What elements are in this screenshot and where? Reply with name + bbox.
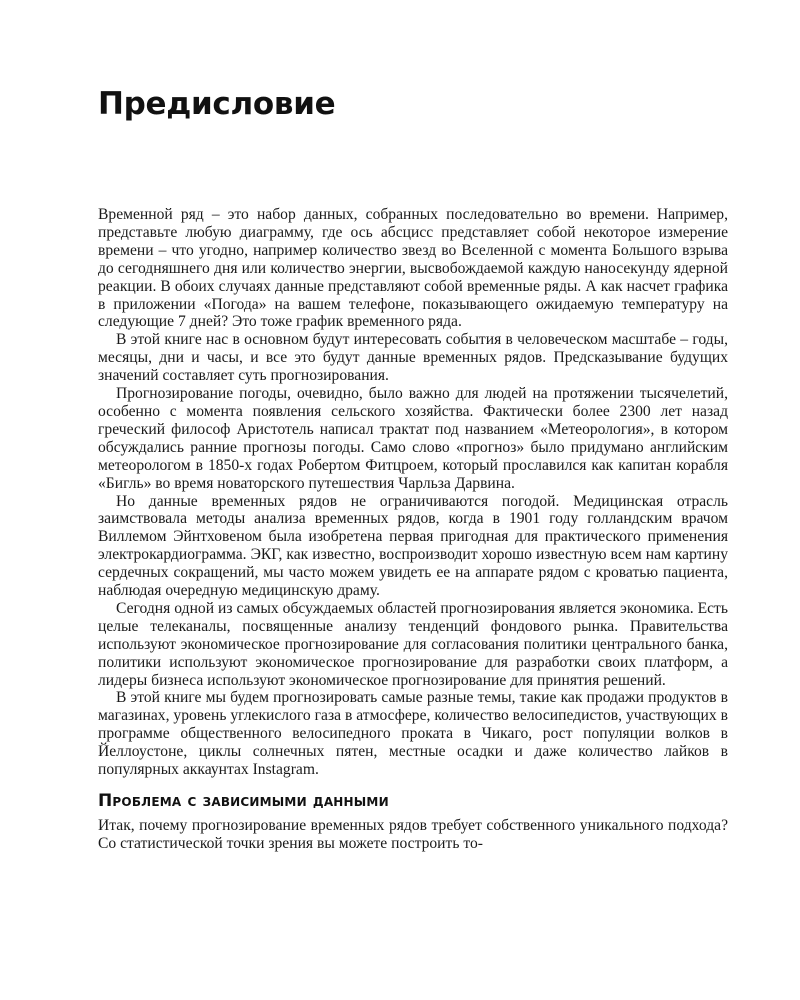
chapter-title: Предисловие [98,86,336,122]
paragraph-1: Временной ряд – это набор данных, собранных последовательно во времени. Например, представьте любую диаграмму, где ось абсцисс представляет собой некоторое измерение времени – что угодно, например количество звезд во Вселенной с момента Большого взрыва до сегодняшнего дня или количество энергии, высвобождаемой каждую наносекунду ядерной реакции. В обоих случаях данные представляют собой временные ряды. А как насчет графика в приложении «Погода» на вашем телефоне, показывающего ожидаемую температуру на следующие 7 дней? Это тоже график временного ряда. [98,206,728,331]
paragraph-4: Но данные временных рядов не ограничиваются погодой. Медицинская отрасль заимствовала методы анализа временных рядов, когда в 1901 году голландским врачом Виллемом Эйнтховеном была изобретена первая пригодная для практического применения электрокардиограмма. ЭКГ, как известно, воспроизводит хорошо известную всем нам картину сердечных сокращений, мы часто можем увидеть ее на аппарате рядом с кроватью пациента, наблюдая очередную медицинскую драму. [98,492,728,600]
paragraph-5: Сегодня одной из самых обсуждаемых областей прогнозирования является экономика. Есть целые телеканалы, посвященные анализу тенденций фондового рынка. Правительства используют экономическое прогнозирование для согласования политики центрального банка, политики используют экономическое прогнозирование для разработки своих платформ, а лидеры бизнеса используют экономическое прогнозирование для принятия решений. [98,599,728,689]
body-text [98,206,728,853]
paragraph-3: Прогнозирование погоды, очевидно, было важно для людей на протяжении тысячелетий, особенно с момента появления сельского хозяйства. Фактически более 2300 лет назад греческий философ Аристотель написал трактат под названием «Метеорология», в котором обсуждались ранние прогнозы погоды. Само слово «прогноз» было придумано английским метеорологом в 1850-х годах Робертом Фитцроем, который прославился как капитан корабля «Бигль» во время новаторского путешествия Чарльза Дарвина. [98,385,728,492]
section-title: Проблема с зависимыми данными [98,791,389,811]
paragraph-2: В этой книге нас в основном будут интересовать события в человеческом масштабе – годы, месяцы, дни и часы, и все это будут данные временных рядов. Предсказывание будущих значений составляет суть прогнозирования. [98,331,728,385]
section-paragraph: Итак, почему прогнозирование временных рядов требует собственного уникального подхода? Со статистической точки зрения вы можете построить то- [98,816,728,852]
paragraph-6: В этой книге мы будем прогнозировать самые разные темы, такие как продажи продуктов в магазинах, уровень углекислого газа в атмосфере, количество велосипедистов, участвующих в программе общественного велосипедного проката в Чикаго, рост популяции волков в Йеллоустоне, циклы солнечных пятен, местные осадки и даже количество лайков в популярных аккаунтах Instagram. [98,689,728,779]
